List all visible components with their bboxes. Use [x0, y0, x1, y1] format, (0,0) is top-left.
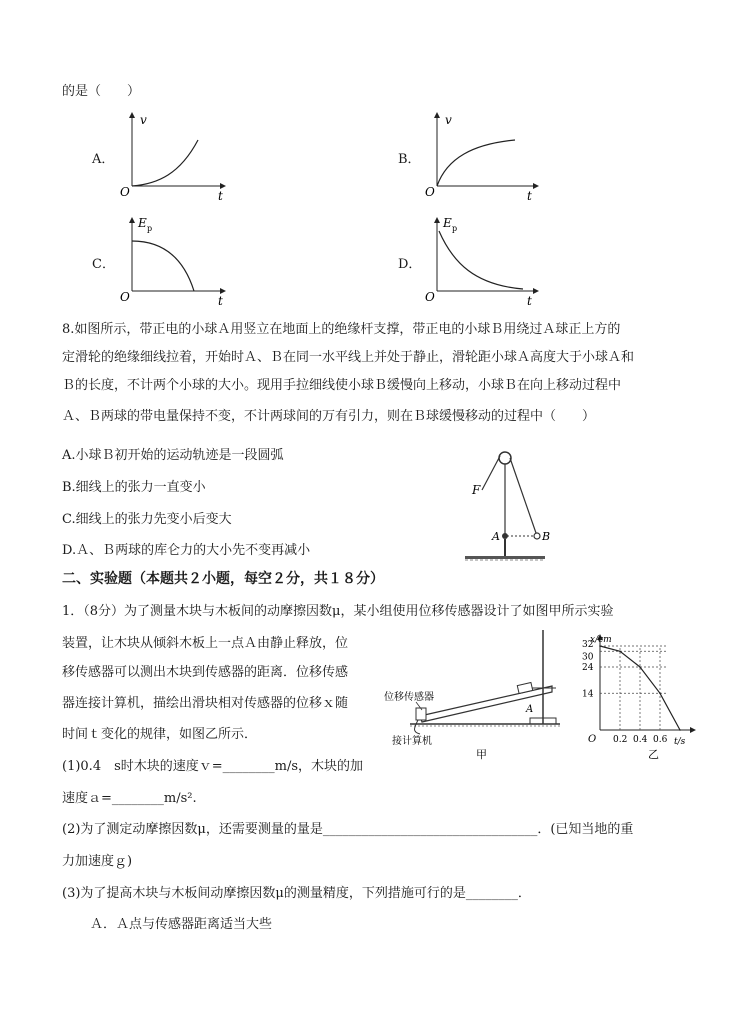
q7-option-d-graph — [423, 213, 543, 308]
q7-option-b-ylabel: v — [445, 113, 452, 127]
q7-option-c-ylabel-sub: p — [147, 224, 153, 233]
q7-option-a-curve — [132, 140, 198, 186]
q7-option-b-origin: O — [425, 185, 435, 199]
q7-option-d-ylabel: E — [443, 216, 452, 230]
fig-jia-point-label: A — [526, 704, 534, 715]
q7-option-c-curve — [132, 241, 194, 291]
q7-option-a-origin: O — [120, 185, 130, 199]
chart-ylabel: x/cm — [590, 635, 612, 645]
chart-y-tick-label: 14 — [582, 689, 594, 700]
exp1-sub1-line-1: (1)0.4 s时木块的速度ｖ=________m/s，木块的加 — [62, 759, 364, 774]
q8-stem-line-4: Ａ、Ｂ两球的带电量保持不变，不计两球间的万有引力，则在Ｂ球缓慢移动的过程中（ ） — [62, 409, 596, 424]
chart-y-tick-label: 32 — [582, 640, 594, 650]
q7-option-a-xlabel: t — [218, 189, 223, 203]
chart-data-point — [679, 729, 681, 731]
exp1-line-1: 1．（8分）为了测量木块与木板间的动摩擦因数μ，某小组使用位移传感器设计了如图甲所示实验 — [62, 604, 614, 619]
ball-b-icon — [534, 533, 540, 539]
q7-option-a-graph — [118, 108, 228, 203]
sensor-icon — [416, 708, 426, 720]
chart-y-tick-label: 30 — [582, 652, 594, 663]
q7-option-c-xlabel: t — [218, 294, 223, 308]
chart-xlabel: t/s — [674, 737, 686, 747]
chart-data-point — [619, 650, 621, 652]
q7-option-c-ylabel: E — [138, 216, 147, 230]
exp1-sub2-line-2: 力加速度ｇ) — [62, 854, 133, 869]
q7-option-a-label: A． — [92, 152, 115, 167]
q8-stem-line-1: 8.如图所示，带正电的小球Ａ用竖立在地面上的绝缘杆支撑，带正电的小球Ｂ用绕过Ａ球正上方的 — [62, 322, 621, 337]
exp1-line-5: 时间ｔ变化的规律，如图乙所示． — [62, 727, 258, 742]
fig-jia-sensor-label: 位移传感器 — [384, 692, 434, 703]
q7-option-d-origin: O — [425, 290, 435, 304]
q7-option-d-xlabel: t — [527, 294, 532, 308]
chart-data-point — [659, 692, 661, 694]
chart-data-point — [599, 645, 601, 647]
q8-figure-label-a: A — [492, 530, 500, 543]
chart-x-tick-label: 0.4 — [633, 735, 648, 745]
exp1-line-2: 装置，让木块从倾斜木板上一点Ａ由静止释放，位 — [62, 636, 349, 651]
q7-option-c-origin: O — [120, 290, 130, 304]
q8-choice-a: A.小球Ｂ初开始的运动轨迹是一段圆弧 — [62, 448, 284, 463]
fig-jia-computer-label: 接计算机 — [392, 736, 432, 747]
chart-grid — [600, 646, 668, 730]
wood-block — [517, 683, 532, 694]
q8-choice-c: C.细线上的张力先变小后变大 — [62, 512, 232, 527]
exp1-choice-a: Ａ．Ａ点与传感器距离适当大些 — [90, 917, 273, 932]
chart-origin: O — [588, 734, 597, 745]
section2-heading: 二、实验题（本题共２小题，每空２分，共１８分） — [62, 571, 384, 587]
q7-option-b-label: B． — [398, 152, 421, 167]
q7-question-tail: 的是（ ） — [62, 84, 141, 99]
pulley-icon — [499, 452, 511, 464]
ball-a-icon — [502, 533, 508, 539]
q8-figure-label-b: B — [542, 530, 551, 543]
exp1-line-3: 移传感器可以测出木块到传感器的距离．位移传感 — [62, 665, 349, 680]
q7-option-d-label: D． — [398, 257, 422, 272]
q7-option-d-curve — [439, 231, 523, 289]
q8-choice-b: B.细线上的张力一直变小 — [62, 480, 206, 495]
exp1-sub1-line-2: 速度ａ=________m/s². — [62, 791, 197, 806]
exp1-sub3: (3)为了提高木块与木板间动摩擦因数μ的测量精度，下列措施可行的是________． — [62, 886, 531, 901]
q7-option-c-graph — [118, 213, 228, 308]
chart-x-tick-label: 0.6 — [653, 735, 668, 745]
chart-data-point — [639, 666, 641, 668]
fig-yi-caption: 乙 — [648, 748, 659, 760]
q8-choice-d: D.Ａ、Ｂ两球的库仑力的大小先不变再减小 — [62, 543, 311, 558]
exp1-sub2-line-1: (2)为了测定动摩擦因数μ，还需要测量的量是_________________________________．(已知当地的重 — [62, 822, 634, 837]
q8-stem-line-2: 定滑轮的绝缘细线拉着，开始时Ａ、Ｂ在同一水平线上并处于静止，滑轮距小球Ａ高度大于小球Ａ和 — [62, 350, 635, 365]
q7-option-d-ylabel-sub: p — [452, 224, 458, 233]
q8-figure-label-f: F — [472, 483, 481, 497]
q7-option-b-xlabel: t — [527, 189, 532, 203]
q7-option-c-label: C． — [92, 257, 115, 272]
chart-x-tick-label: 0.2 — [613, 735, 628, 745]
exp1-line-4: 器连接计算机，描绘出滑块相对传感器的位移ｘ随 — [62, 696, 349, 711]
q8-stem-line-3: Ｂ的长度，不计两个小球的大小。现用手拉细线使小球Ｂ缓慢向上移动，小球Ｂ在向上移动过程中 — [62, 378, 622, 393]
fig-jia-caption: 甲 — [476, 748, 487, 760]
q8-pulley-figure — [460, 446, 570, 568]
q7-option-b-curve — [437, 140, 515, 186]
exp1-figure-yi-chart — [578, 634, 698, 760]
q7-option-a-ylabel: v — [140, 113, 147, 127]
chart-y-tick-label: 24 — [582, 663, 594, 673]
q7-option-b-graph — [423, 108, 543, 203]
exp1-figure-jia — [380, 620, 570, 760]
